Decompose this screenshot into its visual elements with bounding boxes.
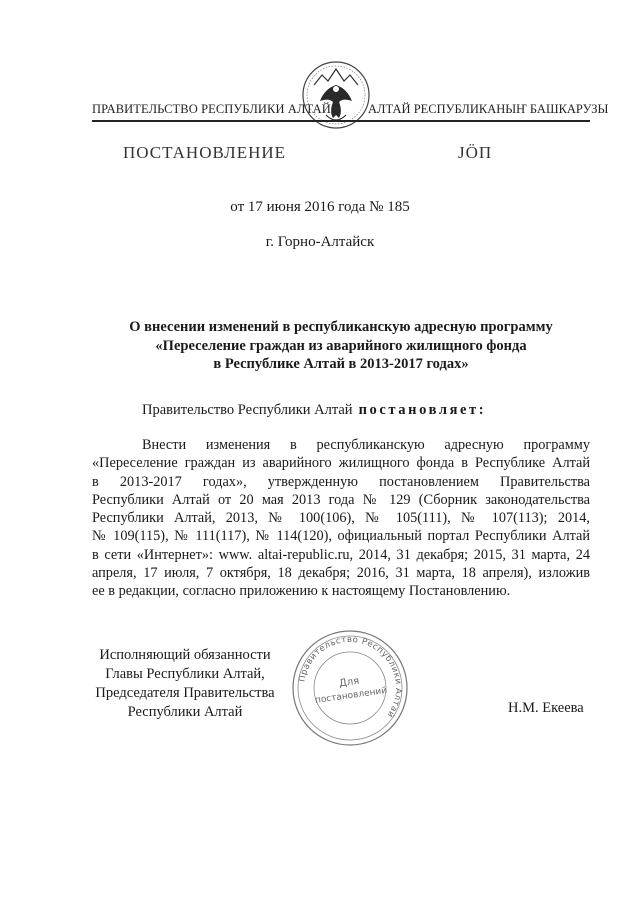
letterhead-left: ПРАВИТЕЛЬСТВО РЕСПУБЛИКИ АЛТАЙ	[92, 102, 331, 116]
body-line: Республики Алтай от 20 мая 2013 года № 129 (Сборник законодательства	[92, 491, 590, 508]
body-line: «Переселение граждан из аварийного жилищного фонда в Республике Алтай	[92, 455, 590, 472]
document-type-alt: JÖП	[458, 143, 493, 162]
title-line: О внесении изменений в республиканскую адресную программу	[129, 319, 553, 335]
document-type-ru: ПОСТАНОВЛЕНИЕ	[123, 143, 287, 162]
seal-center-line2: постановлений	[314, 685, 388, 706]
body-line: в 2013-2017 годах», утвержденную постановлением Правительства	[92, 473, 590, 490]
position-line: Председателя Правительства	[95, 685, 275, 701]
letterhead-divider	[92, 120, 590, 122]
signatory-position	[92, 646, 278, 722]
body-line: Республики Алтай, 2013, № 100(106), № 105(111), № 107(113); 2014,	[92, 510, 590, 527]
document-city: г. Горно-Алтайск	[265, 234, 375, 250]
title-line: «Переселение граждан из аварийного жилищного фонда	[155, 337, 527, 354]
seal-ring-text: Правительство Республики Алтай	[297, 634, 404, 720]
body-line: апреля, 17 июля, 7 октября, 18 декабря; 2016, 31 марта, 18 апреля), изложив	[92, 565, 590, 582]
document-title	[92, 318, 590, 374]
body-line: Внести изменения в республиканскую адресную программу	[142, 437, 590, 453]
preamble-verb: постановляет:	[358, 402, 487, 418]
preamble-subject: Правительство Республики Алтай	[142, 402, 353, 418]
letterhead-right: АЛТАЙ РЕСПУБЛИКАНЫҤ БАШКАРУЗЫ	[368, 102, 609, 116]
document-date: от 17 июня 2016 года № 185	[230, 199, 410, 215]
preamble	[142, 402, 486, 419]
document-body	[92, 436, 590, 601]
position-line: Республики Алтай	[127, 704, 243, 720]
position-line: Главы Республики Алтай,	[105, 666, 265, 682]
body-line: ее в редакции, согласно приложению к настоящему Постановлению.	[92, 583, 511, 600]
title-line: в Республике Алтай в 2013-2017 годах»	[213, 356, 469, 372]
body-line: в сети «Интернет»: www. altai-republic.ru, 2014, 31 декабря; 2015, 31 марта, 24	[92, 546, 590, 563]
round-seal-icon	[290, 628, 410, 748]
signer-name: Н.М. Екеева	[508, 700, 584, 716]
republic-emblem-icon	[300, 55, 372, 135]
body-line: № 109(115), № 111(117), № 114(120), официальный портал Республики Алтай	[92, 528, 590, 545]
seal-center-line1: Для	[338, 675, 361, 690]
position-line: Исполняющий обязанности	[99, 647, 271, 663]
